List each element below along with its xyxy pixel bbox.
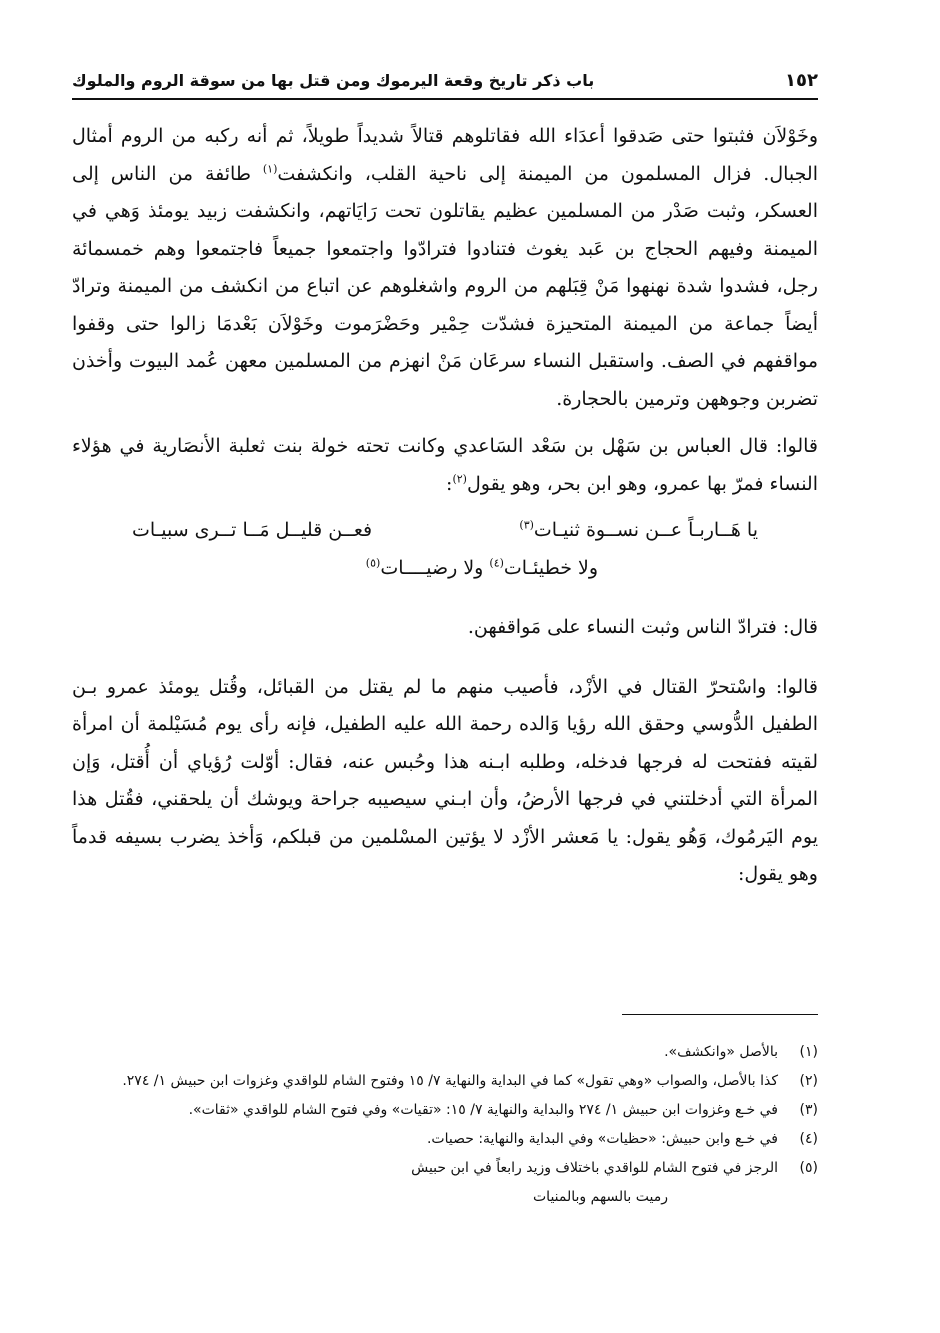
footnote-ref-1: (١)	[262, 162, 278, 176]
paragraph-1-part1: وخَوْلاَن فثبتوا حتى صَدقوا أعدَاء الله فقاتلوهم قتالاً شديداً طويلاً، ثم أنه ركبه من الروم أمثال الجبال. فزال المسلمون من الميمنة إلى ناحية القلب، وانكشفت	[72, 125, 819, 185]
page-number: ١٥٢	[785, 69, 818, 91]
footnote-text: كذا بالأصل، والصواب «وهي تقول» كما في البداية والنهاية ٧/ ١٥ وفتوح الشام للواقدي وغزوات ابن حبيش ١/ ٢٧٤.	[122, 1073, 778, 1089]
footnote-text: في خـع وابن حبيش: «حظيات» وفي البداية والنهاية: حصيات.	[426, 1131, 778, 1147]
footnote-text: في خـع وغزوات ابن حبيش ١/ ٢٧٤ والبداية والنهاية ٧/ ١٥: «تقيات» وفي فتوح الشام للواقدي «ثقات».	[188, 1102, 778, 1118]
verse-line-2	[132, 549, 758, 587]
paragraph-4: قالوا: واسْتحرّ القتال في الأزْد، فأصيب منهم ما لم يقتل من القبائل، وقُتل يومئذ عمرو بـن الطفيل الدُّوسي وحقق الله رؤيا وَالده رحمة الله عليه الطفيل، فإنه رأى يوم مُسَيْلمة أن امرأة لقيته ففتحت له فرجها فدخله، وطلبه ابـنه هذا وحُبس عنه، فقال: أوّلت رُؤياي أن أُقتل، وَإن المرأة التي أدخلتني في فرجها الأرضُ، وأن ابـني سيصيبه جراحة ويوشك أن يلحقني، فقُتل هذا يوم اليَرمُوك، وَهُو يقول: يا مَعشر الأزْد لا يؤتين المسْلمين من قبلكم، وَأخذ يضرب بسيفه قدماً وهو يقول:	[72, 675, 818, 885]
verse-hemistich-3	[366, 549, 598, 587]
verse-hemistich-1-text: يا هَــاربـاً عــن نســوة ثنيـات	[533, 519, 758, 541]
footnote-number: (٥)	[799, 1160, 818, 1176]
footnote-4	[72, 1125, 818, 1154]
footnote-ref-3: (٣)	[519, 518, 534, 532]
verse-hemistich-4-text: ولا رضيــــات	[380, 557, 490, 579]
footnote-5	[72, 1154, 818, 1183]
running-title: باب ذكر تاريخ وقعة اليرموك ومن قتل بها من سوقة الروم والملوك	[72, 70, 595, 90]
footnote-number: (٣)	[799, 1102, 818, 1118]
footnote-3	[72, 1096, 818, 1125]
paragraph-1	[72, 118, 818, 418]
page-header	[72, 62, 818, 100]
verse-hemistich-3-text: ولا خطيئـات	[503, 557, 598, 579]
main-text	[72, 118, 818, 894]
footnote-number: (١)	[799, 1044, 818, 1060]
paragraph-2	[72, 428, 818, 503]
footnote-text: بالأصل «وانكشف».	[664, 1044, 778, 1060]
footnote-text: الرجز في فتوح الشام للواقدي باختلاف وزيد رابعاً في ابن حبيش	[411, 1160, 778, 1176]
verse-hemistich-1	[519, 511, 758, 549]
footnote-ref-4: (٤)	[489, 556, 504, 570]
paragraph-1-part2: طائفة من الناس إلى العسكر، وثبت صَدْر من المسلمين عظيم يقاتلون تحت رَايَاتهم، وانكشفت زبيد يومئذ وَهي في الميمنة وفيهم الحجاج بن عَبد يغوث فتنادوا فترادّوا واجتمعوا جميعاً فاجتمعوا وهم خمسمائة رجل، فشدوا شدة نهنهوا مَنْ قِبَلهم من الروم واشغلوهم عن اتباع من انكشف من الميمنة وترادّ أيضاً جماعة من الميمنة المتحيزة فشدّت حِمْير وحَضْرَموت وخَوْلاَن بَعْدمَا زالوا حتى وقفوا مواقفهم في الصف. واستقبل النساء سرعَان مَنْ انهزم من المسلمين معهن عُمد البيوت وأخذن تضربن وجوههن وترمين بالحجارة.	[72, 162, 818, 410]
footnote-verse: رميت بالسهم وبالمنيات	[533, 1189, 668, 1205]
paragraph-2-part1: قالوا: قال العباس بن سَهْل بن سَعْد السَاعدي وكانت تحته خولة بنت ثعلبة الأنصَارية في هؤلاء النساء فمرّ بها عمرو، وهو ابن بحر، وهو يقول	[72, 435, 819, 495]
paragraph-3: قال: فترادّ الناس وثبت النساء على مَواقفهن.	[467, 616, 818, 638]
paragraph-2-part2: :	[446, 472, 453, 495]
footnotes	[72, 1038, 818, 1212]
footnote-number: (٤)	[799, 1131, 818, 1147]
footnote-ref-2: (٢)	[452, 472, 467, 486]
footnote-number: (٢)	[799, 1073, 818, 1089]
footnote-ref-5: (٥)	[365, 556, 381, 570]
footnote-2	[72, 1067, 818, 1096]
footnote-1	[72, 1038, 818, 1067]
verse-hemistich-2: فعــن قليــل مَــا تــرى سبيـات	[132, 519, 373, 541]
footnote-separator	[622, 1014, 818, 1015]
verse-line-1	[132, 511, 758, 549]
poem-verse	[72, 511, 818, 587]
